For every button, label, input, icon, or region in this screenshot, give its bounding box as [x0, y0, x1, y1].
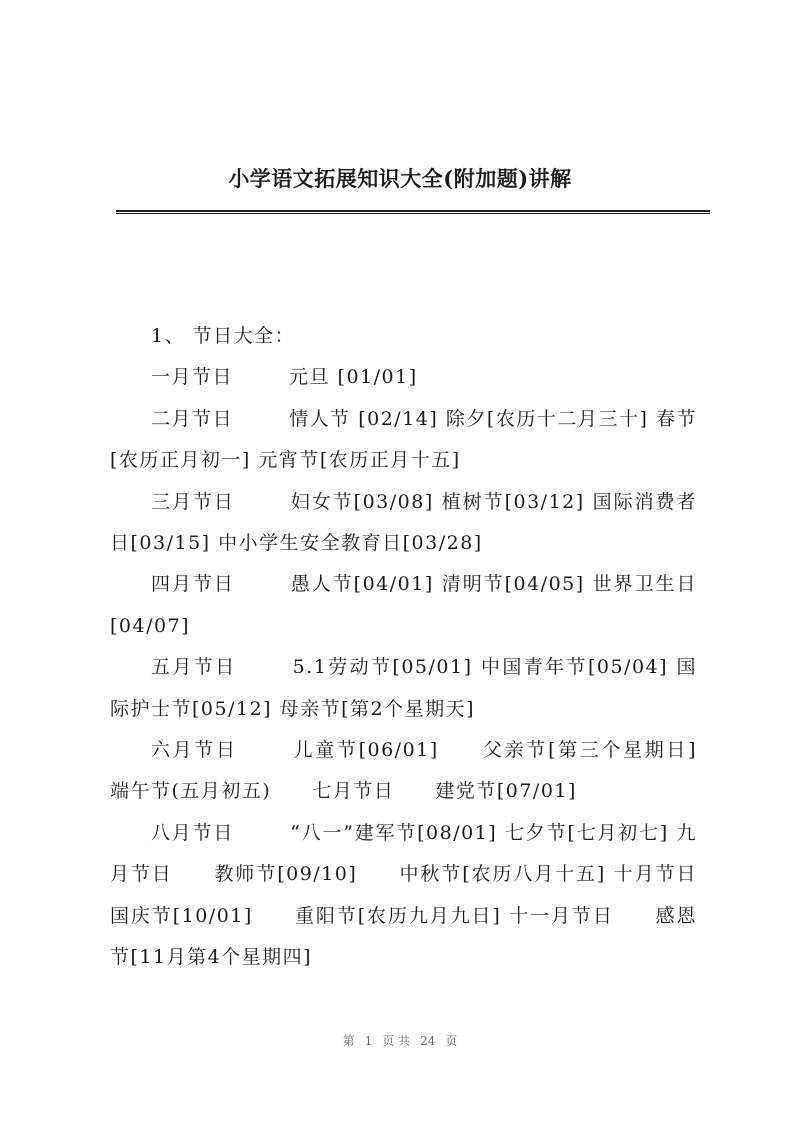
paragraph-january — [110, 357, 697, 398]
footer-current-page: 1 — [364, 1034, 373, 1048]
paragraph-may — [110, 647, 697, 730]
title-underline — [116, 210, 710, 214]
month-label: 五月节日 — [151, 656, 237, 679]
page-title: 小学语文拓展知识大全(附加题)讲解 — [228, 166, 572, 191]
festival-text: 儿童节[06/01] 父亲节[第三个星期日] 端午节(五月初五) 七月节日 建党节[07/01] — [110, 739, 697, 803]
footer-total-pages: 24 — [420, 1034, 436, 1048]
footer-suffix: 页 — [445, 1034, 458, 1048]
document-body — [110, 316, 739, 979]
month-label: 三月节日 — [151, 490, 235, 513]
month-label: 一月节日 — [151, 366, 234, 389]
festival-text: 妇女节[03/08] 植树节[03/12] 国际消费者日[03/15] 中小学生安全教育日[03/28] — [110, 490, 697, 555]
footer-prefix: 第 — [342, 1034, 355, 1048]
month-label: 八月节日 — [151, 821, 235, 844]
paragraph-february — [110, 399, 697, 482]
paragraph-april — [110, 564, 697, 647]
paragraph-june — [110, 730, 697, 813]
footer-middle: 页 共 — [382, 1034, 411, 1048]
festival-text: 元旦 [01/01] — [289, 366, 418, 389]
month-label: 二月节日 — [151, 407, 234, 430]
festival-text: 愚人节[04/01] 清明节[04/05] 世界卫生日[04/07] — [110, 573, 697, 637]
paragraph-march — [110, 482, 697, 565]
paragraph-august — [110, 813, 739, 979]
month-label: 六月节日 — [151, 739, 238, 762]
festival-text: 情人节 [02/14] 除夕[农历十二月三十] 春节[农历正月初一] 元宵节[农历正月十五] — [110, 407, 697, 472]
month-label: 四月节日 — [151, 573, 235, 596]
festival-text: “八一”建军节[08/01] 七夕节[七月初七] 九月节日 教师节[09/10] 中秋节[农历八月十五] 十月节日 国庆节[10/01] 重阳节[农历九月九日] 十一月节日 感恩节[11月第4个星期四] — [110, 821, 739, 969]
page-footer — [0, 1032, 800, 1049]
festival-text: 5.1劳动节[05/01] 中国青年节[05/04] 国际护士节[05/12] 母亲节[第2个星期天] — [110, 656, 697, 720]
section-heading: 1、 节日大全： — [151, 325, 296, 347]
